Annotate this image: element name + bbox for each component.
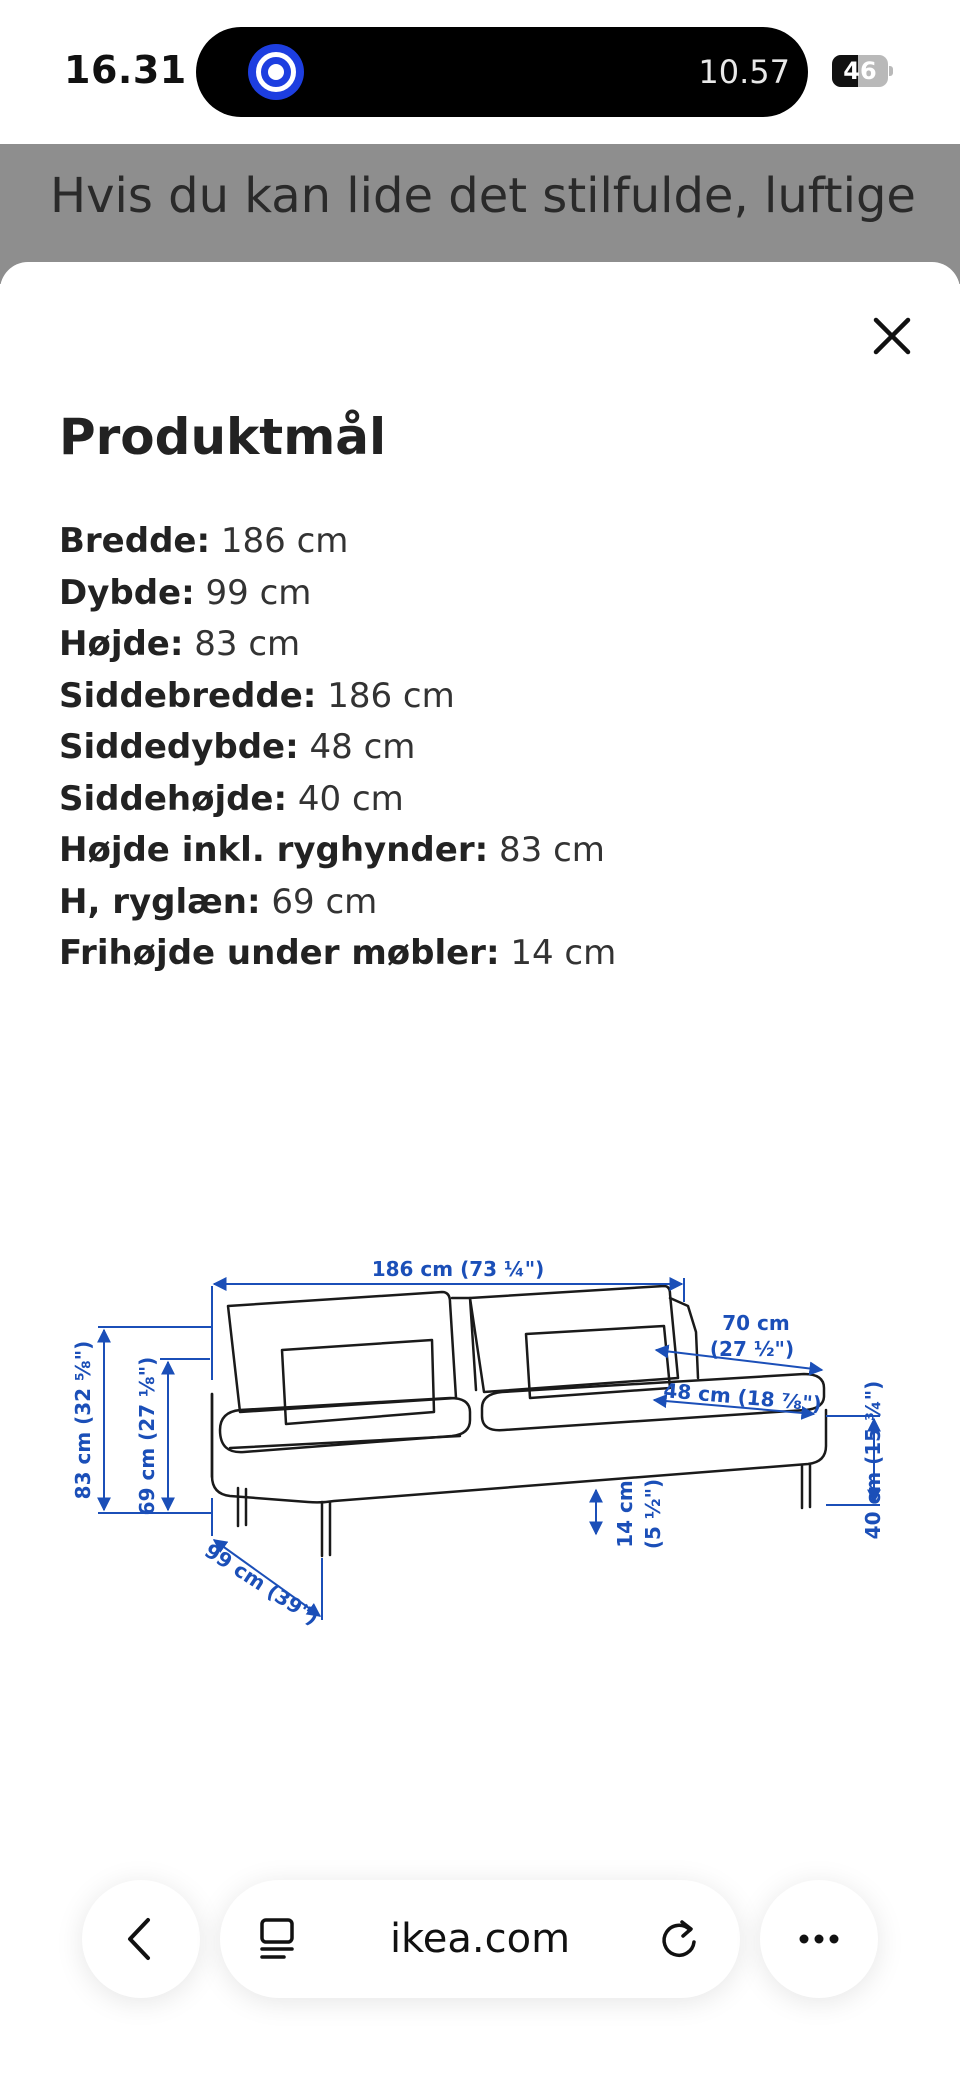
dimension-item: Siddebredde: 186 cm: [59, 675, 455, 716]
reload-icon[interactable]: [656, 1916, 702, 1962]
dim-label-top-depth-inch: (27 ½"): [709, 1337, 795, 1361]
address-bar[interactable]: [220, 1880, 740, 1998]
dimension-item: Bredde: 186 cm: [59, 521, 349, 561]
dim-label-clearance-inch: (5 ½"): [641, 1478, 665, 1550]
dim-label-back-height: 69 cm (27 ⅛"): [135, 1356, 159, 1516]
status-time: 16.31: [64, 48, 187, 92]
more-icon: [794, 1914, 844, 1964]
dimension-item: Højde inkl. ryghynder: 83 cm: [59, 830, 605, 870]
dim-label-width: 186 cm (73 ¼"): [371, 1257, 545, 1281]
product-dimensions-sheet: [0, 262, 960, 2081]
sheet-title: Produktmål: [59, 408, 387, 466]
more-button[interactable]: [760, 1880, 878, 1998]
target-icon: [248, 44, 304, 100]
close-icon: [862, 306, 922, 366]
dim-label-clearance: 14 cm: [613, 1480, 637, 1548]
background-page-text: Hvis du kan lide det stilfulde, luftige: [50, 168, 916, 224]
close-button[interactable]: [862, 306, 922, 366]
island-time: 10.57: [698, 53, 790, 91]
status-bar: [0, 0, 960, 144]
dimensions-list: [59, 516, 616, 980]
dimension-item: Siddehøjde: 40 cm: [59, 778, 404, 819]
battery-level: 46: [843, 57, 877, 85]
battery-icon: [832, 55, 892, 87]
dim-label-seat-depth: 48 cm (18 ⅞"): [662, 1378, 823, 1416]
url-text: ikea.com: [389, 1916, 571, 1962]
dim-label-seat-height: 40 cm (15 ¾"): [861, 1380, 885, 1540]
dimension-item: Dybde: 99 cm: [59, 572, 312, 613]
tabs-icon[interactable]: [256, 1916, 302, 1962]
dim-label-top-depth: 70 cm: [722, 1311, 790, 1335]
dimension-item: H, ryglæn: 69 cm: [59, 881, 378, 922]
dim-label-height: 83 cm (32 ⅝"): [71, 1340, 95, 1500]
dim-label-depth: 99 cm (39"): [200, 1538, 324, 1630]
back-button[interactable]: [82, 1880, 200, 1998]
dimension-item: Frihøjde under møbler: 14 cm: [59, 933, 617, 973]
chevron-left-icon: [116, 1914, 166, 1964]
sofa-dimension-diagram: [60, 1202, 900, 1662]
dimension-item: Højde: 83 cm: [59, 624, 301, 664]
browser-toolbar: [0, 1862, 960, 2081]
dimension-item: Siddedybde: 48 cm: [59, 727, 416, 767]
dynamic-island[interactable]: [196, 27, 808, 117]
